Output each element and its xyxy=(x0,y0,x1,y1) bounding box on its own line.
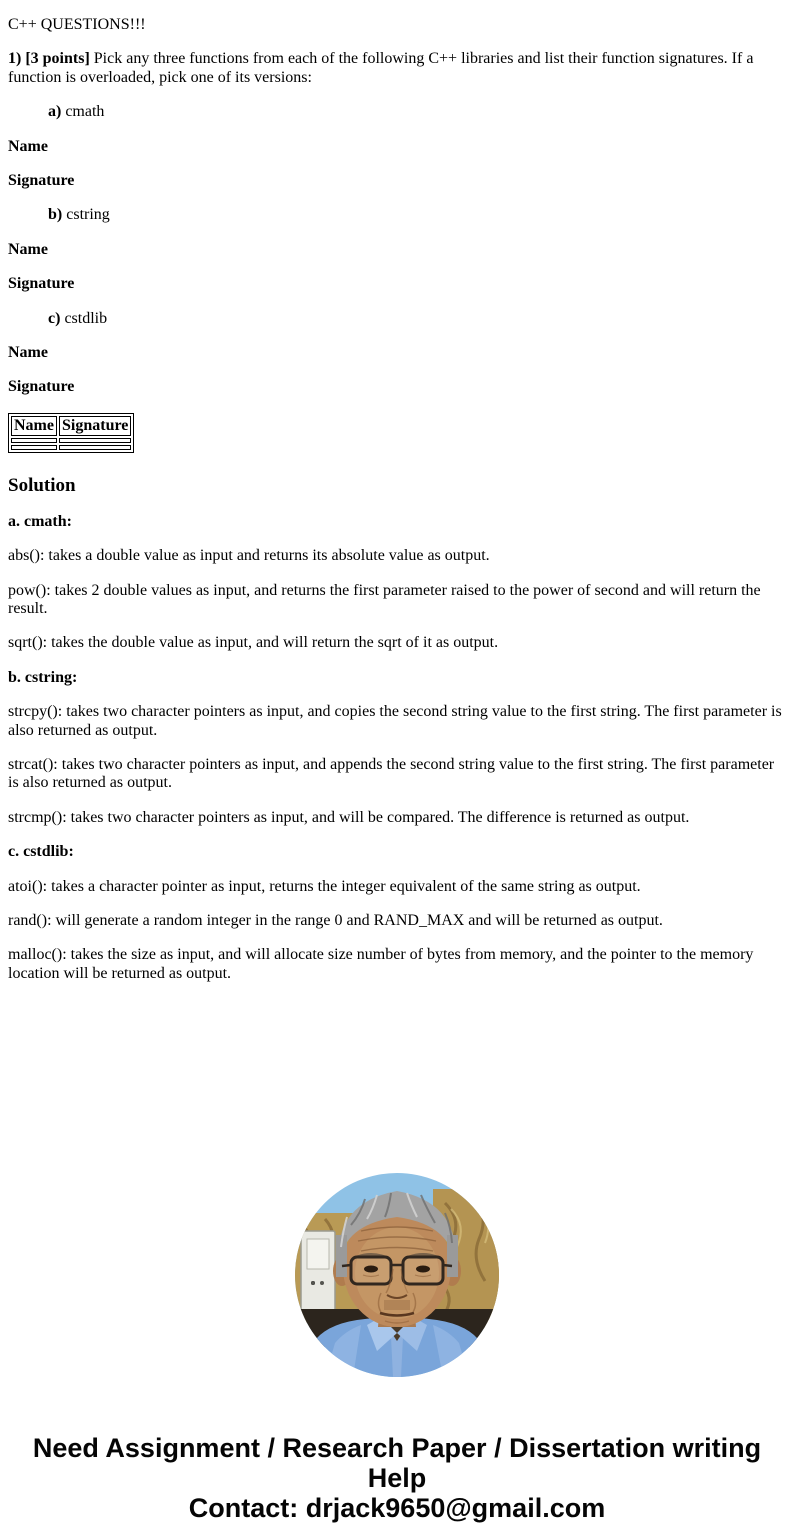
question-item-b xyxy=(48,206,786,224)
item-b-marker: b) xyxy=(48,206,63,224)
solution-heading: Solution xyxy=(8,475,76,497)
page-title: C++ QUESTIONS!!! xyxy=(8,16,146,33)
item-b-library: cstring xyxy=(66,206,110,224)
item-a-marker: a) xyxy=(48,103,62,121)
item-c-marker: c) xyxy=(48,309,61,327)
solution-section-b-title: b. cstring: xyxy=(8,668,78,686)
solution-paragraph-strcpy: strcpy(): takes two character pointers as input, and copies the second string value to the first string. The first parameter is also returned as output. xyxy=(8,703,782,739)
footer-promo xyxy=(8,1433,786,1524)
table-header-name: Name xyxy=(11,416,57,436)
item-a-library: cmath xyxy=(65,103,105,121)
table-header-signature: Signature xyxy=(59,416,131,436)
field-label-signature-c: Signature xyxy=(8,378,75,396)
question-intro xyxy=(8,50,786,87)
solution-paragraph-rand: rand(): will generate a random integer in the range 0 and RAND_MAX and will be returned as output. xyxy=(8,912,663,929)
table-header-row xyxy=(11,416,131,436)
solution-paragraph-strcat: strcat(): takes two character pointers as input, and appends the second string value to the first string. The first parameter is also returned as output. xyxy=(8,756,775,792)
field-label-signature-b: Signature xyxy=(8,275,75,293)
table-empty-row xyxy=(11,438,131,443)
solution-paragraph-strcmp: strcmp(): takes two character pointers as input, and will be compared. The difference is returned as output. xyxy=(8,808,690,826)
question-intro-text: Pick any three functions from each of the following C++ libraries and list their function signatures. If a function is overloaded, pick one of its versions: xyxy=(8,50,754,86)
question-points-label: 1) [3 points] xyxy=(8,50,90,68)
question-item-c xyxy=(48,310,786,328)
field-label-signature-a: Signature xyxy=(8,171,75,189)
field-label-name-a: Name xyxy=(8,137,48,155)
footer-contact-email: Contact: drjack9650@gmail.com xyxy=(188,1493,606,1524)
field-label-name-c: Name xyxy=(8,343,48,361)
question-item-a xyxy=(48,103,786,121)
solution-paragraph-pow: pow(): takes 2 double values as input, and returns the first parameter raised to the power of second and will return the result. xyxy=(8,581,761,618)
solution-paragraph-abs: abs(): takes a double value as input and returns its absolute value as output. xyxy=(8,547,490,565)
solution-paragraph-sqrt: sqrt(): takes the double value as input, and will return the sqrt of it as output. xyxy=(8,634,499,652)
solution-section-a-title: a. cmath: xyxy=(8,512,72,530)
photo-wall-panel xyxy=(301,1231,335,1313)
name-signature-table xyxy=(8,413,134,453)
field-label-name-b: Name xyxy=(8,240,48,258)
solution-paragraph-atoi: atoi(): takes a character pointer as input, returns the integer equivalent of the same string as output. xyxy=(8,877,641,895)
item-c-library: cstdlib xyxy=(64,309,108,327)
elderly-man-portrait-photo-icon xyxy=(295,1173,499,1377)
table-empty-row xyxy=(11,445,131,450)
tutor-avatar xyxy=(8,1173,786,1382)
solution-paragraph-malloc: malloc(): takes the size as input, and will allocate size number of bytes from memory, and the pointer to the memory location will be returned as output. xyxy=(8,946,754,982)
footer-help-text: Need Assignment / Research Paper / Dissertation writing Help xyxy=(32,1432,762,1493)
solution-section-c-title: c. cstdlib: xyxy=(8,843,74,861)
